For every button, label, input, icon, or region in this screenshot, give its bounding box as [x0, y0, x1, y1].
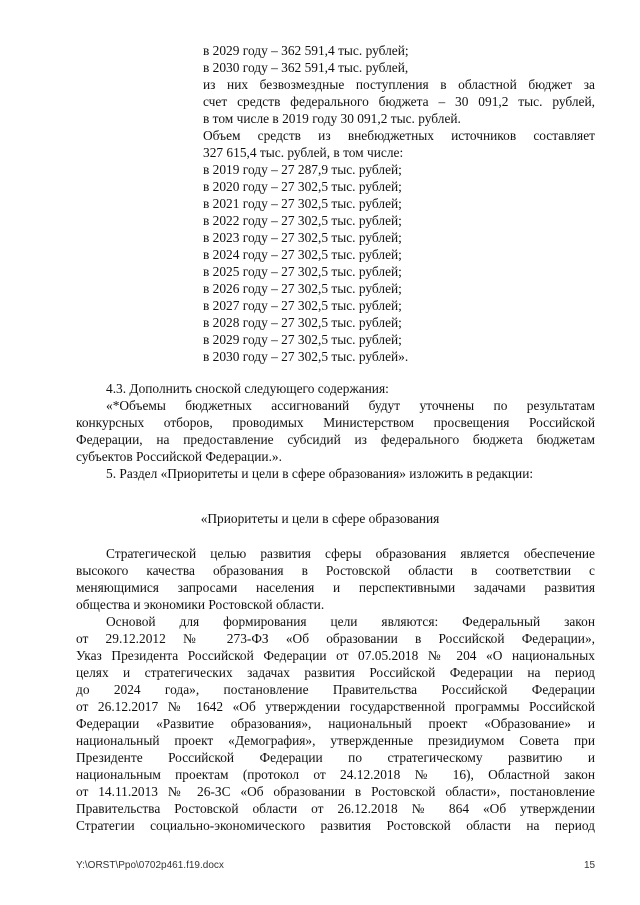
funding-line: в том числе в 2019 году 30 091,2 тыс. рублей. [203, 111, 461, 126]
paragraph-line: Стратегической целью развития сферы образования является обеспечение [106, 546, 595, 561]
paragraph-line: конкурсных отборов, проводимых Министерством просвещения Российской [76, 415, 595, 430]
paragraph-line: Указ Президента Российской Федерации от 07.05.2018 № 204 «О национальных [76, 648, 595, 663]
paragraph-line: Основой для формирования цели являются: Федеральный закон [106, 614, 595, 629]
funding-line: в 2030 году – 27 302,5 тыс. рублей». [203, 349, 409, 364]
paragraph-line: меняющимися запросами населения и перспективными задачами развития [76, 580, 595, 595]
paragraph-line: Стратегии социально-экономического развития Ростовской области на период [76, 818, 595, 833]
funding-line: в 2025 году – 27 302,5 тыс. рублей; [203, 264, 402, 279]
funding-line: в 2023 году – 27 302,5 тыс. рублей; [203, 230, 402, 245]
funding-line: в 2024 году – 27 302,5 тыс. рублей; [203, 247, 402, 262]
funding-line: из них безвозмездные поступления в областной бюджет за [203, 77, 595, 92]
paragraph-line: от 26.12.2017 № 1642 «Об утверждении государственной программы Российской [76, 699, 595, 714]
paragraph-line: Федерации, на предоставление субсидий из федерального бюджета бюджетам [76, 432, 595, 447]
footer-file-path: Y:\ORST\Ppo\0702p461.f19.docx [76, 860, 224, 871]
paragraph-line: высокого качества образования в Ростовской области в соответствии с [76, 563, 595, 578]
paragraph-line: общества и экономики Ростовской области. [76, 597, 325, 612]
paragraph-line: Президенте Российской Федерации по стратегическому развитию и [76, 750, 595, 765]
paragraph-line: субъектов Российской Федерации.». [76, 449, 282, 464]
funding-line: в 2029 году – 362 591,4 тыс. рублей; [203, 43, 409, 58]
funding-line: счет средств федерального бюджета – 30 091,2 тыс. рублей, [203, 94, 595, 109]
paragraph-line: 5. Раздел «Приоритеты и цели в сфере образования» изложить в редакции: [106, 466, 534, 481]
funding-line: в 2026 году – 27 302,5 тыс. рублей; [203, 281, 402, 296]
section-heading: «Приоритеты и цели в сфере образования [200, 511, 440, 526]
paragraph-line: 4.3. Дополнить сноской следующего содержания: [106, 381, 389, 396]
page-number: 15 [584, 860, 596, 871]
paragraph-line: от 14.11.2013 № 26-ЗС «Об образовании в Ростовской области», постановление [76, 784, 595, 799]
paragraph-line: «*Объемы бюджетных ассигнований будут уточнены по результатам [106, 398, 595, 413]
paragraph-line: от 29.12.2012 № 273-ФЗ «Об образовании в Российской Федерации», [76, 631, 595, 646]
funding-line: 327 615,4 тыс. рублей, в том числе: [203, 145, 404, 160]
funding-line: в 2020 году – 27 302,5 тыс. рублей; [203, 179, 402, 194]
paragraph-line: Федерации «Развитие образования», национальный проект «Образование» и [76, 716, 595, 731]
paragraph-line: Правительства Ростовской области от 26.12.2018 № 864 «Об утверждении [76, 801, 595, 816]
funding-line: в 2029 году – 27 302,5 тыс. рублей; [203, 332, 402, 347]
funding-line: Объем средств из внебюджетных источников составляет [203, 128, 595, 143]
paragraph-line: национальным проектам (протокол от 24.12.2018 № 16), Областной закон [76, 767, 595, 782]
funding-line: в 2021 году – 27 302,5 тыс. рублей; [203, 196, 402, 211]
funding-line: в 2022 году – 27 302,5 тыс. рублей; [203, 213, 402, 228]
paragraph-line: целях и стратегических задачах развития Российской Федерации на период [76, 665, 595, 680]
funding-line: в 2019 году – 27 287,9 тыс. рублей; [203, 162, 402, 177]
funding-line: в 2028 году – 27 302,5 тыс. рублей; [203, 315, 402, 330]
funding-line: в 2027 году – 27 302,5 тыс. рублей; [203, 298, 402, 313]
paragraph-line: национальный проект «Демография», утвержденные президиумом Совета при [76, 733, 595, 748]
funding-line: в 2030 году – 362 591,4 тыс. рублей, [203, 60, 409, 75]
paragraph-line: до 2024 года», постановление Правительства Российской Федерации [76, 682, 595, 697]
